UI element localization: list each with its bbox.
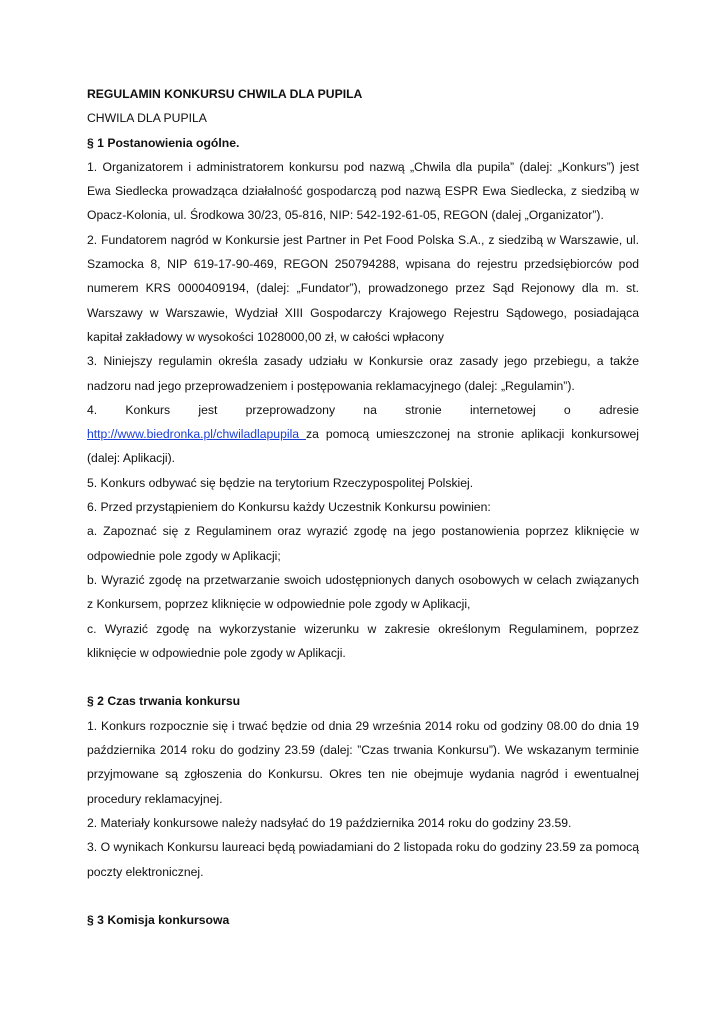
section-2-paragraph-2: 2. Materiały konkursowe należy nadsyłać do 19 października 2014 roku do godziny 23.59. xyxy=(87,815,572,830)
paragraph-4-word: internetowej xyxy=(469,402,536,417)
document-page xyxy=(87,82,639,932)
section-1-paragraph-6a: a. Zapoznać się z Regulaminem oraz wyrazić zgodę na jego postanowienia poprzez kliknięcie w odpowiednie pole zgody w Aplikacji; xyxy=(87,524,639,563)
section-1-paragraph-5: 5. Konkurs odbywać się będzie na terytorium Rzeczypospolitej Polskiej. xyxy=(87,475,474,490)
document-title: REGULAMIN KONKURSU CHWILA DLA PUPILA xyxy=(87,87,363,101)
contest-website-link[interactable]: http://www.biedronka.pl/chwiladlapupila xyxy=(87,427,306,442)
paragraph-4-rest: za pomocą umieszczonej na stronie aplikacji konkursowej (dalej: Aplikacji). xyxy=(87,427,639,466)
section-1-paragraph-4-continued xyxy=(87,422,639,471)
section-1-paragraph-6b: b. Wyrazić zgodę na przetwarzanie swoich udostępnionych danych osobowych w celach związanych z Konkursem, poprzez kliknięcie w odpowiednie pole zgody w Aplikacji, xyxy=(87,572,639,612)
section-1-paragraph-6c: c. Wyrazić zgodę na wykorzystanie wizerunku w zakresie określonym Regulaminem, poprzez kliknięcie w odpowiednie pole zgody w Aplikacji. xyxy=(87,621,639,660)
section-2-heading: § 2 Czas trwania konkursu xyxy=(87,694,241,709)
section-spacer xyxy=(87,665,639,689)
paragraph-4-word: Konkurs xyxy=(125,402,171,417)
document-subtitle: CHWILA DLA PUPILA xyxy=(87,111,207,126)
paragraph-4-word: na xyxy=(363,402,377,417)
paragraph-4-word: 4. xyxy=(87,402,98,417)
paragraph-4-word: adresie xyxy=(598,402,639,417)
section-1-heading: § 1 Postanowienia ogólne. xyxy=(87,135,240,150)
section-2-paragraph-3: 3. O wynikach Konkursu laureaci będą powiadamiani do 2 listopada roku do godziny 23.59 za pomocą poczty elektronicznej. xyxy=(87,840,639,879)
section-1-paragraph-6: 6. Przed przystąpieniem do Konkursu każdy Uczestnik Konkursu powinien: xyxy=(87,500,491,515)
section-1-paragraph-3: 3. Niniejszy regulamin określa zasady udziału w Konkursie oraz zasady jego przebiegu, a także nadzoru nad jego przeprowadzeniem i postępowania reklamacyjnego (dalej: „Regulamin”). xyxy=(87,354,639,393)
section-2-paragraph-1: 1. Konkurs rozpocznie się i trwać będzie od dnia 29 września 2014 roku od godziny 08.00 do dnia 19 października 2014 roku do godziny 23.59 (dalej: ”Czas trwania Konkursu”). We wskazanym terminie przyjmowane są zgłoszenia do Konkursu. Okres ten nie obejmuje wydania nagród i ewentualnej procedury reklamacyjnej. xyxy=(87,718,639,806)
paragraph-4-word: jest xyxy=(198,402,218,417)
section-1-paragraph-4-line-1 xyxy=(87,398,639,422)
section-1-paragraph-1: 1. Organizatorem i administratorem konkursu pod nazwą „Chwila dla pupila” (dalej: „Konkurs”) jest Ewa Siedlecka prowadząca działalność gospodarczą pod nazwą ESPR Ewa Siedlecka, z siedzibą w Opacz-Kolonia, ul. Środkowa 30/23, 05-816, NIP: 542-192-61-05, REGON (dalej „Organizator”). xyxy=(87,159,639,223)
paragraph-4-word: o xyxy=(563,402,571,417)
section-spacer xyxy=(87,884,639,908)
section-3-heading: § 3 Komisja konkursowa xyxy=(87,913,230,928)
paragraph-4-word: stronie xyxy=(405,402,442,417)
paragraph-4-word: przeprowadzony xyxy=(245,402,336,417)
section-1-paragraph-2: 2. Fundatorem nagród w Konkursie jest Partner in Pet Food Polska S.A., z siedzibą w Warszawie, ul. Szamocka 8, NIP 619-17-90-469, REGON 250794288, wpisana do rejestru przedsiębiorców pod numerem KRS 0000409194, (dalej: „Fundator”), prowadzonego przez Sąd Rejonowy dla m. st. Warszawy w Warszawie, Wydział XIII Gospodarczy Krajowego Rejestru Sądowego, posiadająca kapitał zakładowy w wysokości 1028000,00 zł, w całości wpłacony xyxy=(87,232,639,344)
